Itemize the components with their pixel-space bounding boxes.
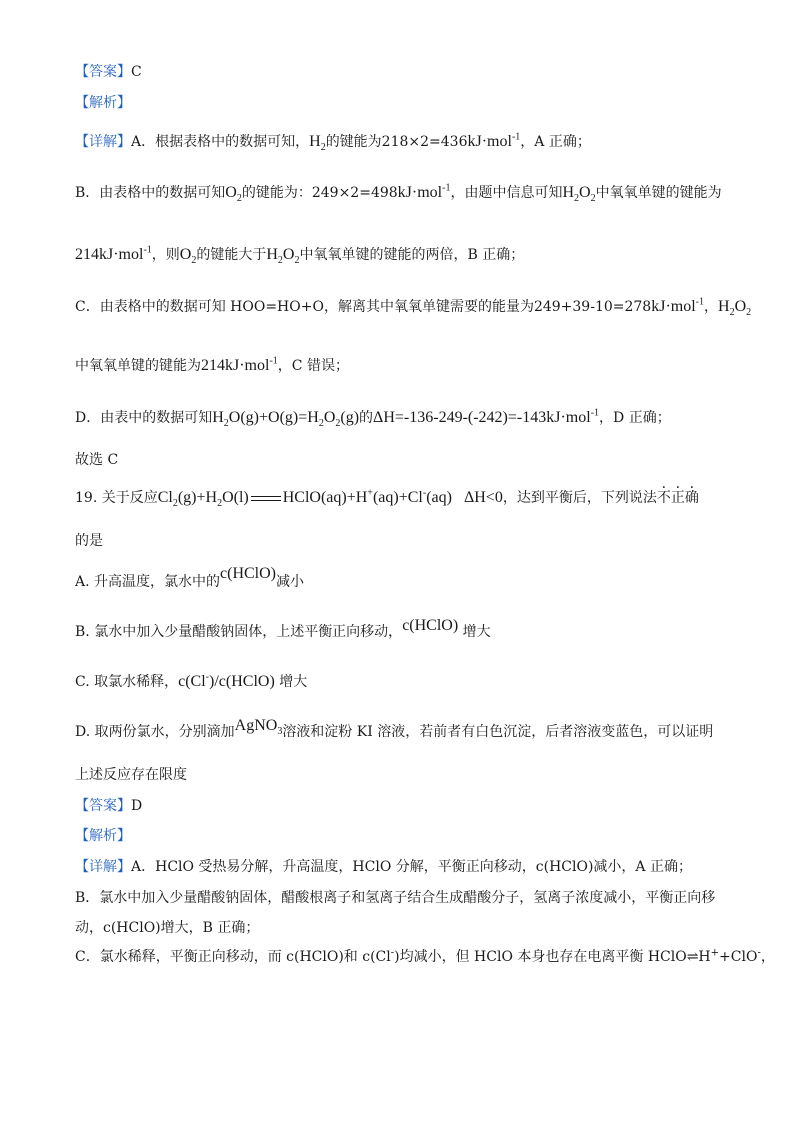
text: 动，c(HClO)增大，B 正确；	[75, 920, 260, 936]
option-d-2	[75, 765, 740, 785]
exp-c: C．氯水稀释，平衡正向移动，而 c(HClO)和 c(Cl-)均减小，但 HClO 本身也存在电离平衡 HClO⇌H++ClO-，	[75, 947, 775, 965]
answer-line-18	[75, 62, 740, 82]
detail-tag: 【详解】	[75, 859, 131, 875]
equation: $H_2O(g)+O(g)=H_2O_2(g)$	[212, 409, 360, 430]
detail-line-c1	[75, 296, 752, 319]
text: 的键能为218×2=436	[325, 134, 468, 150]
unit: kJ·mol$^{-1}$	[397, 182, 451, 201]
text: ，达到平衡后，下列说法	[502, 490, 657, 506]
value: 214kJ·mol$^{-1}$	[201, 355, 278, 374]
unit: kJ·mol$^{-1}$	[651, 296, 705, 315]
emphasis-char: 确	[684, 490, 699, 506]
answer-line-19	[75, 796, 740, 816]
value: 214kJ·mol$^{-1}$	[75, 244, 152, 263]
text: ，A 正确；	[520, 134, 591, 150]
formula-h2: $H_2$	[309, 133, 326, 154]
text: ，则	[151, 247, 180, 263]
formula: AgNO$_3$	[234, 717, 283, 738]
text: 增大	[462, 624, 491, 640]
text: D. 取两份氯水，分别滴加	[75, 724, 235, 740]
detail-tag: 【详解】	[75, 134, 131, 150]
conclusion-18	[75, 450, 740, 470]
exp-a	[75, 857, 740, 877]
text: A．HClO 受热易分解，升高温度，HClO 分解，平衡正向移动，c(HClO)减小，A 正确；	[131, 859, 692, 875]
text: 的键能为：249×2=498	[241, 185, 398, 201]
detail-line-d	[75, 408, 740, 428]
text: 的键能大于	[196, 247, 267, 263]
text: C. 取氯水稀释，	[75, 674, 179, 690]
formula-h2o2: $H_2O_2$	[562, 184, 596, 205]
answer-value: D	[131, 798, 143, 814]
formula: c(HClO)	[220, 565, 276, 582]
text: 中氧氧单键的键能为	[75, 358, 201, 374]
text: 的是	[75, 533, 103, 549]
question-number: 19. 关于反应	[75, 490, 158, 506]
text: C．氯水稀释，平衡正向移动，而 c(HClO)和 c(Cl	[75, 949, 391, 965]
analysis-tag: 【解析】	[75, 828, 131, 844]
text: A．根据表格中的数据可知，	[131, 134, 310, 150]
equilibrium-arrow-icon	[251, 496, 281, 501]
answer-value: C	[131, 64, 142, 80]
text: ，C 错误；	[277, 358, 349, 374]
text: ，由题中信息可知	[450, 185, 563, 201]
exp-b1	[75, 888, 740, 908]
text: D．由表中的数据可知	[75, 410, 213, 426]
formula: c(Cl-)/c(HClO)	[178, 671, 275, 690]
text: 增大	[279, 674, 308, 690]
enthalpy: ΔH=-136-249-(-242)=-143kJ·mol$^{-1}$	[373, 407, 600, 426]
text: B．氯水中加入少量醋酸钠固体，醋酸根离子和氢离子结合生成醋酸分子，氢离子浓度减小，平衡正向移	[75, 890, 716, 906]
text: ，	[760, 949, 775, 965]
option-b	[75, 617, 740, 642]
text: 上述反应存在限度	[75, 767, 187, 783]
detail-line-c2	[75, 356, 740, 376]
text: B．由表格中的数据可知	[75, 185, 226, 201]
text: C．由表格中的数据可知 HOO=HO+O，解离其中氧氧单键需要的能量为249+39-10=278	[75, 299, 652, 315]
question-19-stem	[75, 488, 740, 508]
text: )均减小，但 HClO 本身也存在电离平衡 HClO⇌H	[394, 949, 711, 965]
detail-line-a	[75, 132, 740, 152]
formula-h2o2: $H_2O_2$	[266, 246, 300, 267]
formula-h2o2: $H_2O_2$	[718, 298, 752, 319]
formula-o2: $O_2$	[225, 184, 242, 205]
question-19-stem-2	[75, 531, 740, 551]
answer-tag: 【答案】	[75, 798, 131, 814]
analysis-tag-line-18	[75, 93, 740, 113]
detail-line-b2	[75, 245, 740, 265]
option-a	[75, 565, 740, 592]
analysis-tag: 【解析】	[75, 95, 131, 111]
option-c	[75, 672, 740, 692]
text: A. 升高温度，氯水中的	[75, 574, 221, 590]
text: B. 氯水中加入少量醋酸钠固体，上述平衡正向移动，	[75, 624, 403, 640]
text: 减小	[276, 574, 304, 590]
unit: kJ·mol$^{-1}$	[467, 131, 521, 150]
exp-b2	[75, 918, 740, 938]
text: 中氧氧单键的键能为	[595, 185, 722, 201]
analysis-tag-line-19	[75, 826, 740, 846]
detail-line-b1	[75, 183, 740, 203]
text: +ClO	[719, 949, 758, 965]
text: 中氧氧单键的键能的两倍，B 正确；	[299, 247, 525, 263]
text: ，D 正确；	[599, 410, 671, 426]
text: 的	[359, 410, 374, 426]
formula: c(HClO)	[402, 617, 459, 634]
text: ，	[704, 299, 719, 315]
option-d	[75, 717, 740, 742]
text: 溶液和淀粉 KI 溶液，若前者有白色沉淀，后者溶液变蓝色，可以证明	[282, 724, 714, 740]
emphasis-char: 正	[670, 490, 685, 506]
formula-o2: $O_2$	[179, 246, 197, 267]
emphasis-char: 不	[656, 490, 671, 506]
answer-tag: 【答案】	[75, 64, 131, 80]
text: 故选 C	[75, 452, 119, 468]
reaction-equation: $Cl_2(g)+H_2O(l)$ HClO(aq)+H+(aq)+Cl-(aq) ΔH<0	[157, 487, 503, 510]
